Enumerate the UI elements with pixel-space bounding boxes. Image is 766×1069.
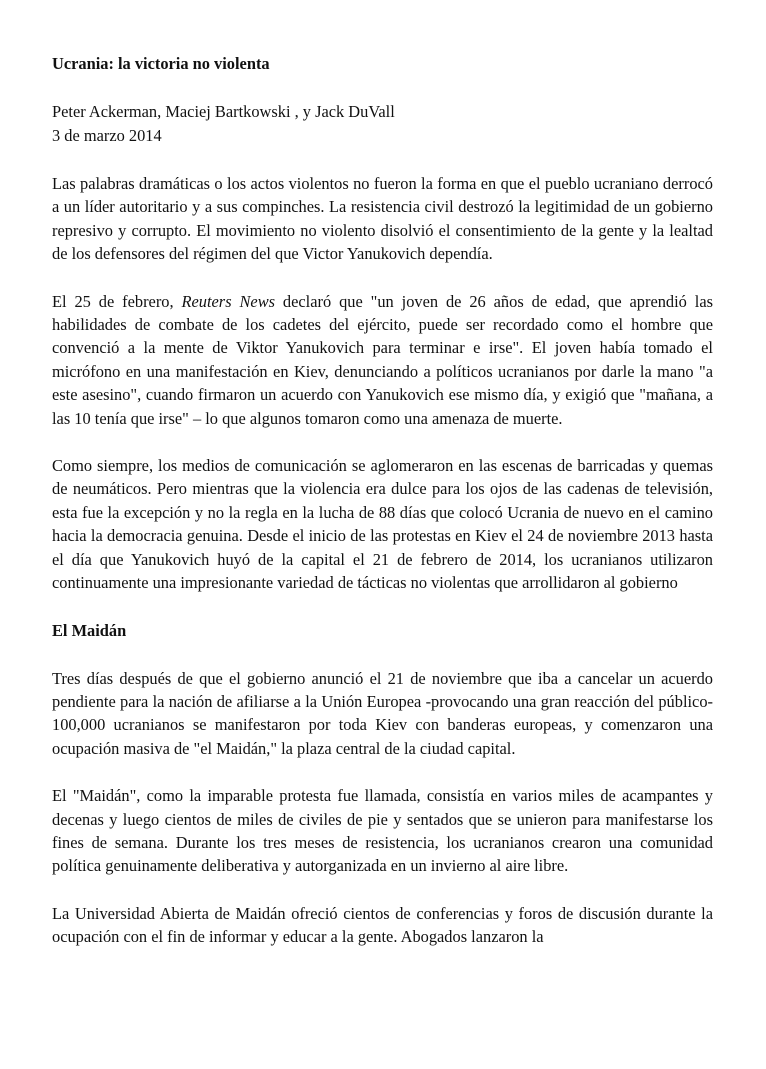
publication-date: 3 de marzo 2014 (52, 126, 162, 145)
paragraph-2 (52, 290, 713, 430)
byline (52, 100, 713, 148)
paragraph-2-rest: declaró que "un joven de 26 años de edad, que aprendió las habilidades de combate de los cadetes del ejército, puede ser recordado como el hombre que convenció a la mente de Viktor Yanukovich para terminar e irse". El joven había tomado el micrófono en una manifestación en Kiev, denunciando a políticos ucranianos por darle la mano "a este asesino", cuando firmaron un acuerdo con Yanukovich ese mismo día, y exigió que "mañana, a las 10 tenía que irse" – lo que algunos tomaron como una amenaza de muerte. (52, 291, 714, 428)
authors: Peter Ackerman, Maciej Bartkowski , y Jack DuVall (52, 102, 395, 121)
article (52, 52, 713, 973)
paragraph-2-lead: El 25 de febrero, (52, 291, 182, 311)
paragraph-1: Las palabras dramáticas o los actos violentos no fueron la forma en que el pueblo ucraniano derrocó a un líder autoritario y a sus compinches. La resistencia civil destrozó la legitimidad de un gobierno represivo y corrupto. El movimiento no violento disolvió el consentimiento de la gente y la lealtad de los defensores del régimen del que Victor Yanukovich dependía. (52, 174, 713, 264)
section-heading-maidan: El Maidán (52, 620, 127, 640)
paragraph-6: La Universidad Abierta de Maidán ofreció cientos de conferencias y foros de discusión durante la ocupación con el fin de informar y educar a la gente. Abogados lanzaron la (52, 903, 713, 947)
paragraph-5: El "Maidán", como la imparable protesta fue llamada, consistía en varios miles de acampantes y decenas y luego cientos de miles de civiles de pie y sentados que se unieron para manifestarse los fines de semana. Durante los tres meses de resistencia, los ucranianos crearon una comunidad política genuinamente deliberativa y autorganizada en un invierno al aire libre. (52, 786, 713, 876)
paragraph-3: Como siempre, los medios de comunicación se aglomeraron en las escenas de barricadas y quemas de neumáticos. Pero mientras que la violencia era dulce para los ojos de las cadenas de televisión, esta fue la excepción y no la regla en la lucha de 88 días que colocó Ucrania de nuevo en el camino hacia la democracia genuina. Desde el inicio de las protestas en Kiev el 24 de noviembre 2013 hasta el día que Yanukovich huyó de la capital el 21 de febrero de 2014, los ucranianos utilizaron continuamente una impresionante variedad de tácticas no violentas que arrollidaron al gobierno (52, 456, 713, 593)
news-source: Reuters News (181, 291, 276, 311)
article-title: Ucrania: la victoria no violenta (52, 54, 270, 73)
paragraph-4: Tres días después de que el gobierno anunció el 21 de noviembre que iba a cancelar un acuerdo pendiente para la nación de afiliarse a la Unión Europea -provocando una gran reacción del público- 100,000 ucranianos se manifestaron por toda Kiev con banderas europeas, y comenzaron una ocupación masiva de "el Maidán," la plaza central de la ciudad capital. (52, 668, 713, 758)
